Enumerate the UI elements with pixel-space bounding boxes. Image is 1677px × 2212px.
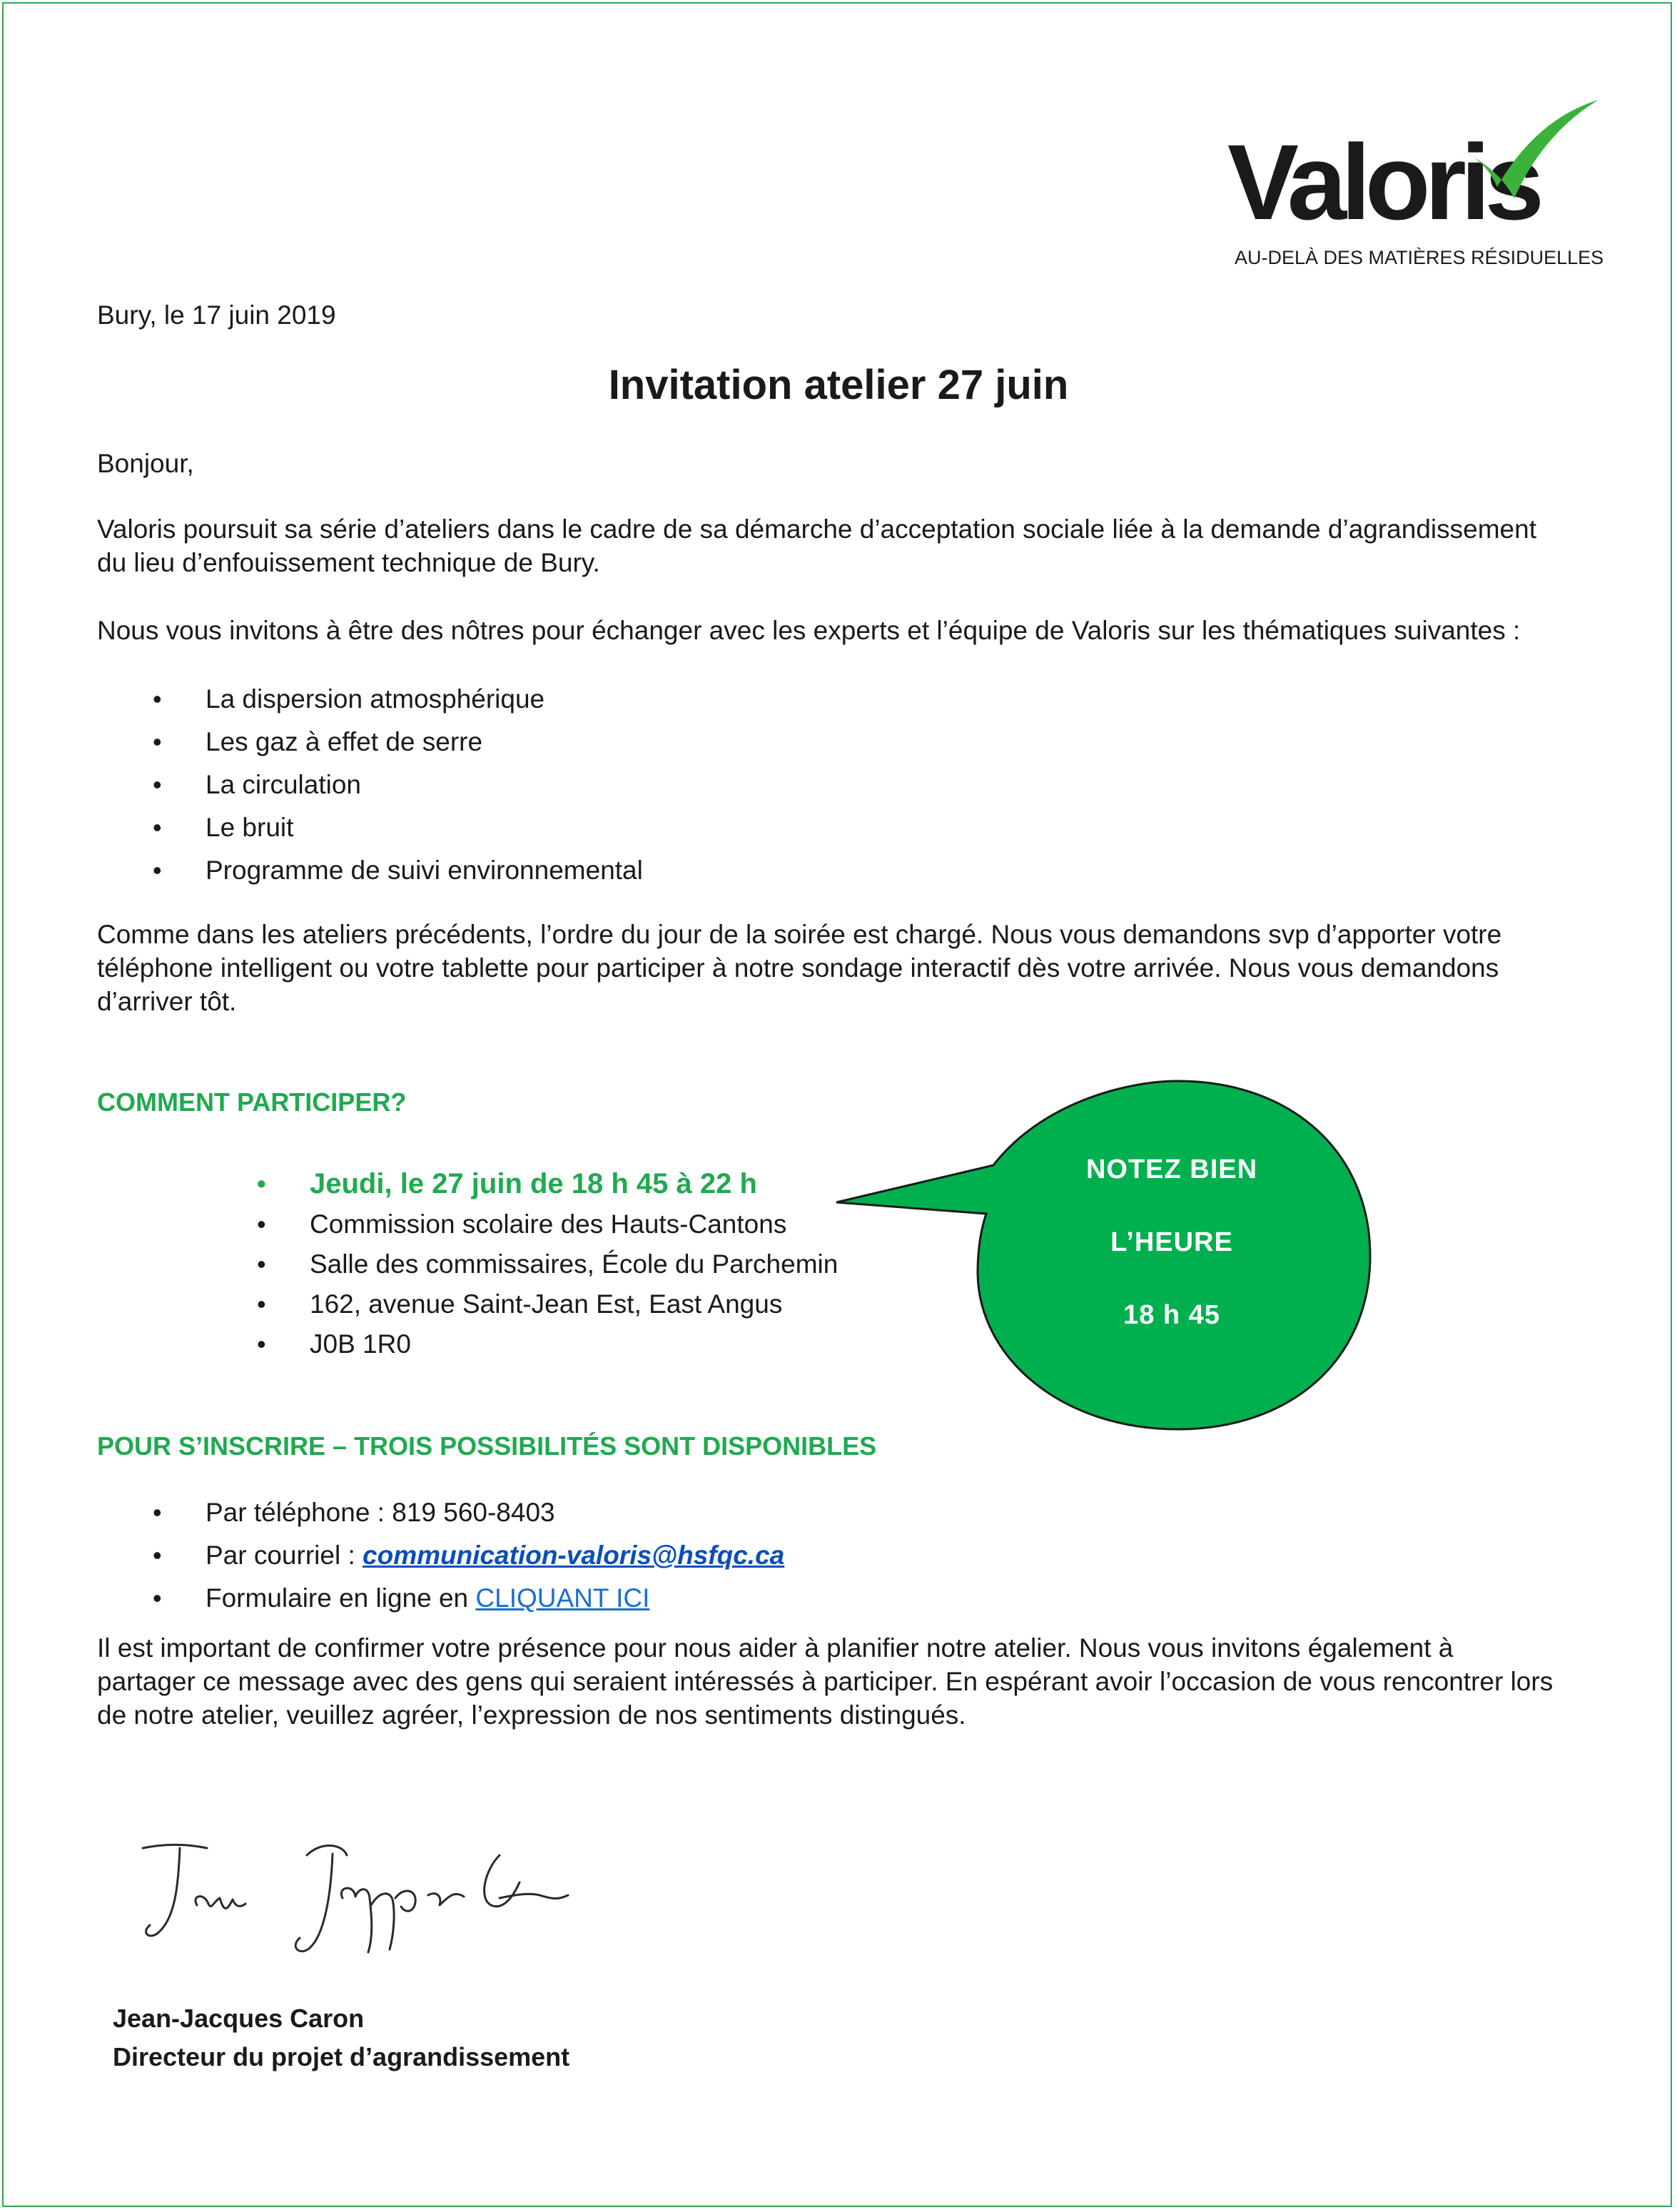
valoris-logo	[1227, 86, 1604, 278]
form-prefix: Formulaire en ligne en	[206, 1583, 476, 1613]
callout-line-2: L’HEURE	[1110, 1227, 1233, 1257]
participate-list	[310, 1163, 838, 1364]
intro-line-2: du lieu d’enfouissement technique de Bury.	[97, 548, 600, 577]
email-link[interactable]: communication-valoris@hsfqc.ca	[363, 1541, 785, 1570]
register-list	[206, 1491, 784, 1620]
list-item: • Le bruit	[206, 806, 643, 849]
form-link[interactable]: CLIQUANT ICI	[475, 1583, 650, 1613]
closing-line-3: de notre atelier, veuillez agréer, l’expression de nos sentiments distingués.	[97, 1700, 966, 1730]
signature-image	[128, 1827, 599, 1969]
form-item	[206, 1577, 784, 1620]
list-item: • Les gaz à effet de serre	[206, 721, 643, 763]
email-prefix: Par courriel :	[206, 1541, 363, 1570]
register-heading: POUR S’INSCRIRE – TROIS POSSIBILITÉS SONT DISPONIBLES	[97, 1431, 877, 1461]
closing-paragraph	[97, 1631, 1581, 1732]
list-item: • Salle des commissaires, École du Parchemin	[310, 1244, 838, 1284]
callout-bubble	[828, 1074, 1399, 1445]
signatory-role: Directeur du projet d’agrandissement	[113, 2042, 570, 2071]
intro-line-1: Valoris poursuit sa série d’ateliers dans le cadre de sa démarche d’acceptation sociale liée à la demande d’agrandissement	[97, 514, 1536, 544]
list-item: • 162, avenue Saint-Jean Est, East Angus	[310, 1284, 838, 1324]
agenda-line-1: Comme dans les ateliers précédents, l’ordre du jour de la soirée est chargé. Nous vous demandons svp d’apporter votre	[97, 920, 1502, 949]
checkmark-icon	[1456, 93, 1606, 200]
list-item: • Commission scolaire des Hauts-Cantons	[310, 1204, 838, 1244]
participate-heading: COMMENT PARTICIPER?	[97, 1087, 407, 1117]
topics-list	[206, 678, 643, 892]
event-date-item: • Jeudi, le 27 juin de 18 h 45 à 22 h	[310, 1163, 838, 1204]
list-item: • J0B 1R0	[310, 1324, 838, 1364]
date-line: Bury, le 17 juin 2019	[97, 300, 336, 330]
phone-item: • Par téléphone : 819 560-8403	[206, 1491, 784, 1534]
logo-wordmark: Valoris	[1227, 122, 1539, 242]
list-item: • Programme de suivi environnemental	[206, 849, 643, 892]
logo-tagline: AU-DELÀ DES MATIÈRES RÉSIDUELLES	[1235, 247, 1604, 268]
email-item	[206, 1534, 784, 1577]
signatory-name: Jean-Jacques Caron	[113, 2004, 365, 2033]
intro-paragraph	[97, 512, 1581, 579]
closing-line-2: partager ce message avec des gens qui seraient intéressés à participer. En espérant avoir l’occasion de vous rencontrer lors	[97, 1667, 1554, 1696]
greeting: Bonjour,	[97, 449, 194, 478]
agenda-paragraph	[97, 918, 1581, 1018]
list-item: • La circulation	[206, 763, 643, 806]
invite-paragraph: Nous vous invitons à être des nôtres pour échanger avec les experts et l’équipe de Valoris sur les thématiques suivantes :	[97, 616, 1521, 645]
agenda-line-3: d’arriver tôt.	[97, 987, 237, 1016]
callout-line-3: 18 h 45	[1123, 1300, 1220, 1330]
page-title: Invitation atelier 27 juin	[608, 362, 1069, 408]
agenda-line-2: téléphone intelligent ou votre tablette pour participer à notre sondage interactif dès votre arrivée. Nous vous demandons	[97, 953, 1499, 983]
list-item: • La dispersion atmosphérique	[206, 678, 643, 721]
callout-line-1: NOTEZ BIEN	[1085, 1155, 1258, 1184]
closing-line-1: Il est important de confirmer votre présence pour nous aider à planifier notre atelier. Nous vous invitons également à	[97, 1633, 1454, 1663]
